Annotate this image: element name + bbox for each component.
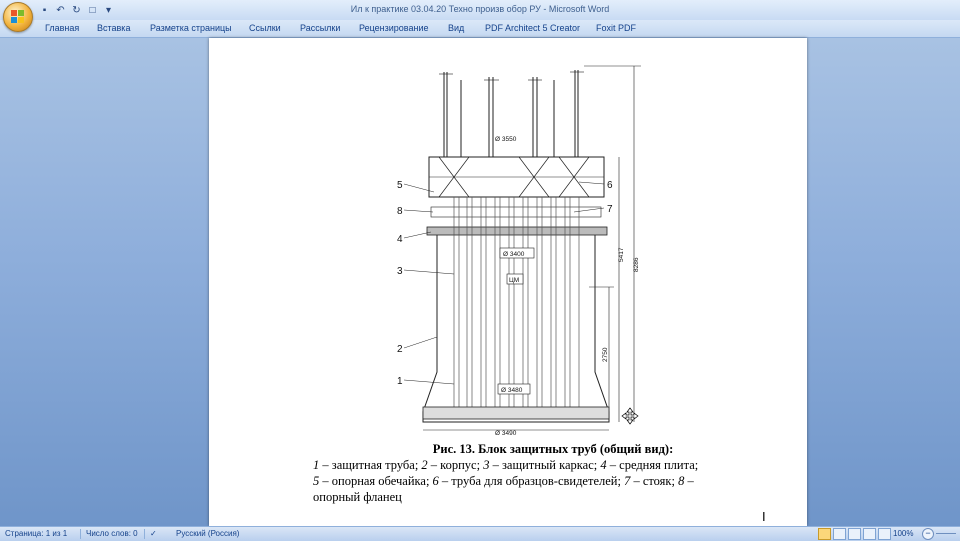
technical-drawing <box>397 62 649 438</box>
tab-foxit-pdf[interactable]: Foxit PDF <box>596 23 637 33</box>
status-bar <box>0 526 960 541</box>
zoom-level[interactable]: 100% <box>893 529 914 538</box>
document-workspace <box>0 38 960 526</box>
caption-title: Рис. 13. Блок защитных труб (общий вид): <box>432 442 674 456</box>
undo-icon[interactable]: ↶ <box>56 4 65 16</box>
part-label-8: 8 <box>397 206 403 217</box>
draft-view-icon[interactable] <box>878 528 891 540</box>
document-page[interactable] <box>209 38 807 526</box>
dim-base-diameter: Ø 3490 <box>495 430 517 437</box>
word-count[interactable]: Число слов: 0 <box>86 529 138 538</box>
caption-num: 1 <box>313 458 320 472</box>
full-screen-view-icon[interactable] <box>833 528 846 540</box>
spellcheck-icon[interactable]: ✓ <box>150 529 157 538</box>
tab-insert[interactable]: Вставка <box>97 23 131 33</box>
dim-height-upper: 5417 <box>618 247 625 262</box>
outline-view-icon[interactable] <box>863 528 876 540</box>
tab-mailings[interactable]: Рассылки <box>300 23 341 33</box>
caption-line-3: опорный фланец <box>313 490 402 504</box>
part-label-7: 7 <box>607 204 613 215</box>
save-icon[interactable]: ▪ <box>42 4 47 16</box>
part-label-5: 5 <box>397 180 403 191</box>
ribbon-tabs <box>0 20 960 38</box>
zoom-out-icon[interactable]: − <box>922 528 934 540</box>
dim-bottom-inner-diameter: Ø 3480 <box>501 387 523 394</box>
part-label-4: 4 <box>397 234 403 245</box>
tab-page-layout[interactable]: Разметка страницы <box>150 23 232 33</box>
part-label-1: 1 <box>397 376 403 387</box>
tab-references[interactable]: Ссылки <box>249 23 281 33</box>
office-button[interactable] <box>3 2 33 32</box>
tab-pdf-architect[interactable]: PDF Architect 5 Creator <box>485 23 581 33</box>
text-cursor-icon: I <box>762 509 766 524</box>
customize-arrow-icon[interactable]: ▾ <box>105 4 112 16</box>
caption-line-2: 5 – опорная обечайка; 6 – труба для образцов-свидетелей; 7 – стояк; 8 – <box>313 474 694 488</box>
part-label-3: 3 <box>397 266 403 277</box>
view-buttons <box>818 528 891 540</box>
language-indicator[interactable]: Русский (Россия) <box>176 529 240 538</box>
part-label-6: 6 <box>607 180 613 191</box>
tab-home[interactable]: Главная <box>45 23 80 33</box>
window-title: Ил к практике 03.04.20 Техно произв обор РУ - Microsoft Word <box>350 4 610 14</box>
page-count[interactable]: Страница: 1 из 1 <box>5 529 68 538</box>
caption-line-1: 1 – защитная труба; 2 – корпус; 3 – защитный каркас; 4 – средняя плита; <box>313 458 699 472</box>
tab-view[interactable]: Вид <box>448 23 465 33</box>
title-bar <box>0 0 960 20</box>
new-document-icon[interactable]: □ <box>89 4 96 16</box>
figure-caption <box>313 441 763 505</box>
move-cursor-icon <box>622 408 638 424</box>
dim-top-diameter: Ø 3550 <box>495 136 517 143</box>
dim-height-lower: 2750 <box>602 347 609 362</box>
redo-icon[interactable]: ↻ <box>72 4 81 16</box>
dim-height-total: 8286 <box>633 257 640 272</box>
part-label-2: 2 <box>397 344 403 355</box>
office-logo-icon <box>11 10 25 24</box>
dim-inner-diameter: Ø 3400 <box>503 251 525 258</box>
web-layout-view-icon[interactable] <box>848 528 861 540</box>
dim-center-mark: ЦМ <box>509 277 520 284</box>
tab-review[interactable]: Рецензирование <box>359 23 429 33</box>
control-rods <box>444 70 578 157</box>
zoom-slider[interactable] <box>936 533 956 534</box>
print-layout-view-icon[interactable] <box>818 528 831 540</box>
